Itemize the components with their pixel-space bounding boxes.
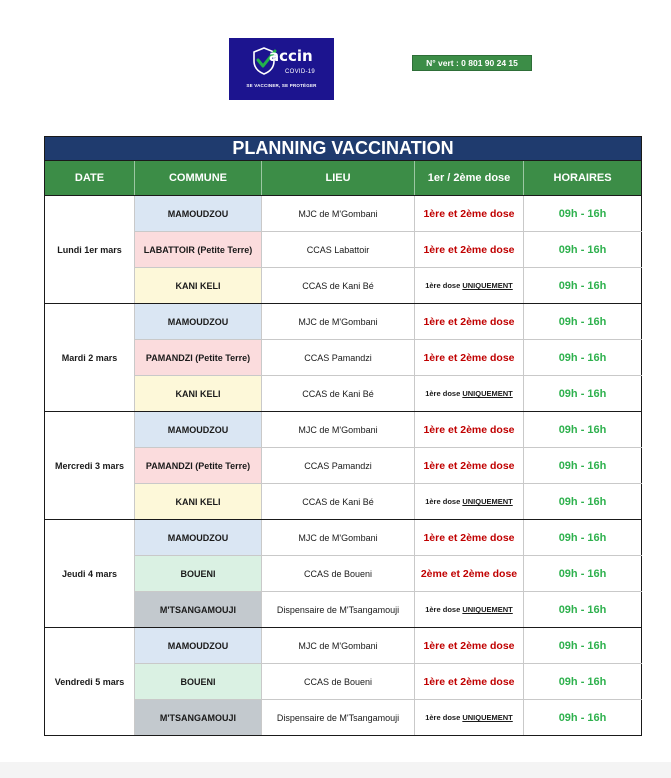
- dose-suffix: UNIQUEMENT: [462, 389, 513, 398]
- dose-text: 1ère dose: [425, 713, 461, 722]
- horaires-cell: 09h - 16h: [524, 304, 642, 340]
- dose-suffix: UNIQUEMENT: [462, 281, 513, 290]
- table-row: [45, 448, 642, 484]
- table-row: [45, 484, 642, 520]
- lieu-cell: CCAS Labattoir: [262, 232, 415, 268]
- header-commune: COMMUNE: [135, 161, 262, 196]
- logo-word: accin: [269, 47, 313, 65]
- lieu-cell: CCAS Pamandzi: [262, 448, 415, 484]
- lieu-cell: CCAS de Kani Bé: [262, 376, 415, 412]
- date-cell: Jeudi 4 mars: [45, 520, 135, 628]
- lieu-cell: MJC de M'Gombani: [262, 196, 415, 232]
- planning-title: PLANNING VACCINATION: [45, 137, 642, 161]
- commune-cell: MAMOUDZOU: [135, 304, 262, 340]
- lieu-cell: CCAS de Boueni: [262, 556, 415, 592]
- lieu-cell: CCAS de Kani Bé: [262, 484, 415, 520]
- dose-text: 1ère dose: [425, 281, 461, 290]
- table-row: [45, 664, 642, 700]
- header-dose: 1er / 2ème dose: [415, 161, 524, 196]
- hotline-badge: N° vert : 0 801 90 24 15: [412, 55, 532, 71]
- dose-suffix: UNIQUEMENT: [462, 605, 513, 614]
- lieu-cell: Dispensaire de M'Tsangamouji: [262, 592, 415, 628]
- table-row: [45, 592, 642, 628]
- table-row: [45, 556, 642, 592]
- table-row: [45, 304, 642, 340]
- dose-cell: 1ère et 2ème dose: [415, 448, 524, 484]
- table-row: [45, 340, 642, 376]
- dose-cell: 1ère et 2ème dose: [415, 304, 524, 340]
- date-cell: Mercredi 3 mars: [45, 412, 135, 520]
- dose-text: 1ère dose: [425, 389, 461, 398]
- horaires-cell: 09h - 16h: [524, 484, 642, 520]
- commune-cell: BOUENI: [135, 664, 262, 700]
- dose-cell: [415, 268, 524, 304]
- lieu-cell: MJC de M'Gombani: [262, 628, 415, 664]
- table-row: [45, 196, 642, 232]
- dose-suffix: UNIQUEMENT: [462, 713, 513, 722]
- planning-table: [44, 136, 642, 736]
- commune-cell: KANI KELI: [135, 376, 262, 412]
- horaires-cell: 09h - 16h: [524, 700, 642, 736]
- dose-cell: 1ère et 2ème dose: [415, 196, 524, 232]
- header-lieu: LIEU: [262, 161, 415, 196]
- horaires-cell: 09h - 16h: [524, 196, 642, 232]
- table-row: [45, 628, 642, 664]
- planning-body: [45, 196, 642, 736]
- horaires-cell: 09h - 16h: [524, 448, 642, 484]
- dose-cell: 1ère et 2ème dose: [415, 520, 524, 556]
- commune-cell: MAMOUDZOU: [135, 628, 262, 664]
- table-row: [45, 412, 642, 448]
- horaires-cell: 09h - 16h: [524, 520, 642, 556]
- commune-cell: LABATTOIR (Petite Terre): [135, 232, 262, 268]
- commune-cell: PAMANDZI (Petite Terre): [135, 448, 262, 484]
- table-row: [45, 700, 642, 736]
- lieu-cell: MJC de M'Gombani: [262, 412, 415, 448]
- dose-text: 1ère dose: [425, 497, 461, 506]
- horaires-cell: 09h - 16h: [524, 376, 642, 412]
- dose-cell: 2ème et 2ème dose: [415, 556, 524, 592]
- lieu-cell: MJC de M'Gombani: [262, 304, 415, 340]
- dose-cell: 1ère et 2ème dose: [415, 628, 524, 664]
- horaires-cell: 09h - 16h: [524, 268, 642, 304]
- dose-cell: [415, 700, 524, 736]
- dose-text: 1ère dose: [425, 605, 461, 614]
- dose-cell: [415, 484, 524, 520]
- lieu-cell: CCAS de Kani Bé: [262, 268, 415, 304]
- dose-suffix: UNIQUEMENT: [462, 497, 513, 506]
- date-cell: Mardi 2 mars: [45, 304, 135, 412]
- table-row: [45, 520, 642, 556]
- table-row: [45, 232, 642, 268]
- date-cell: Vendredi 5 mars: [45, 628, 135, 736]
- commune-cell: MAMOUDZOU: [135, 520, 262, 556]
- commune-cell: KANI KELI: [135, 268, 262, 304]
- dose-cell: 1ère et 2ème dose: [415, 232, 524, 268]
- table-row: [45, 376, 642, 412]
- header-horaires: HORAIRES: [524, 161, 642, 196]
- dose-cell: 1ère et 2ème dose: [415, 664, 524, 700]
- commune-cell: M'TSANGAMOUJI: [135, 700, 262, 736]
- dose-cell: [415, 376, 524, 412]
- commune-cell: MAMOUDZOU: [135, 196, 262, 232]
- vaccin-logo: [229, 38, 334, 100]
- table-row: [45, 268, 642, 304]
- logo-tagline: SE VACCINER, SE PROTÉGER: [246, 83, 317, 88]
- lieu-cell: Dispensaire de M'Tsangamouji: [262, 700, 415, 736]
- dose-cell: 1ère et 2ème dose: [415, 412, 524, 448]
- commune-cell: M'TSANGAMOUJI: [135, 592, 262, 628]
- commune-cell: MAMOUDZOU: [135, 412, 262, 448]
- header-date: DATE: [45, 161, 135, 196]
- commune-cell: PAMANDZI (Petite Terre): [135, 340, 262, 376]
- commune-cell: BOUENI: [135, 556, 262, 592]
- commune-cell: KANI KELI: [135, 484, 262, 520]
- horaires-cell: 09h - 16h: [524, 556, 642, 592]
- date-cell: Lundi 1er mars: [45, 196, 135, 304]
- horaires-cell: 09h - 16h: [524, 412, 642, 448]
- lieu-cell: CCAS de Boueni: [262, 664, 415, 700]
- horaires-cell: 09h - 16h: [524, 664, 642, 700]
- horaires-cell: 09h - 16h: [524, 340, 642, 376]
- dose-cell: 1ère et 2ème dose: [415, 340, 524, 376]
- lieu-cell: MJC de M'Gombani: [262, 520, 415, 556]
- horaires-cell: 09h - 16h: [524, 592, 642, 628]
- horaires-cell: 09h - 16h: [524, 628, 642, 664]
- page-bottom-band: [0, 762, 671, 778]
- horaires-cell: 09h - 16h: [524, 232, 642, 268]
- dose-cell: [415, 592, 524, 628]
- lieu-cell: CCAS Pamandzi: [262, 340, 415, 376]
- logo-subtitle: COVID-19: [285, 69, 316, 75]
